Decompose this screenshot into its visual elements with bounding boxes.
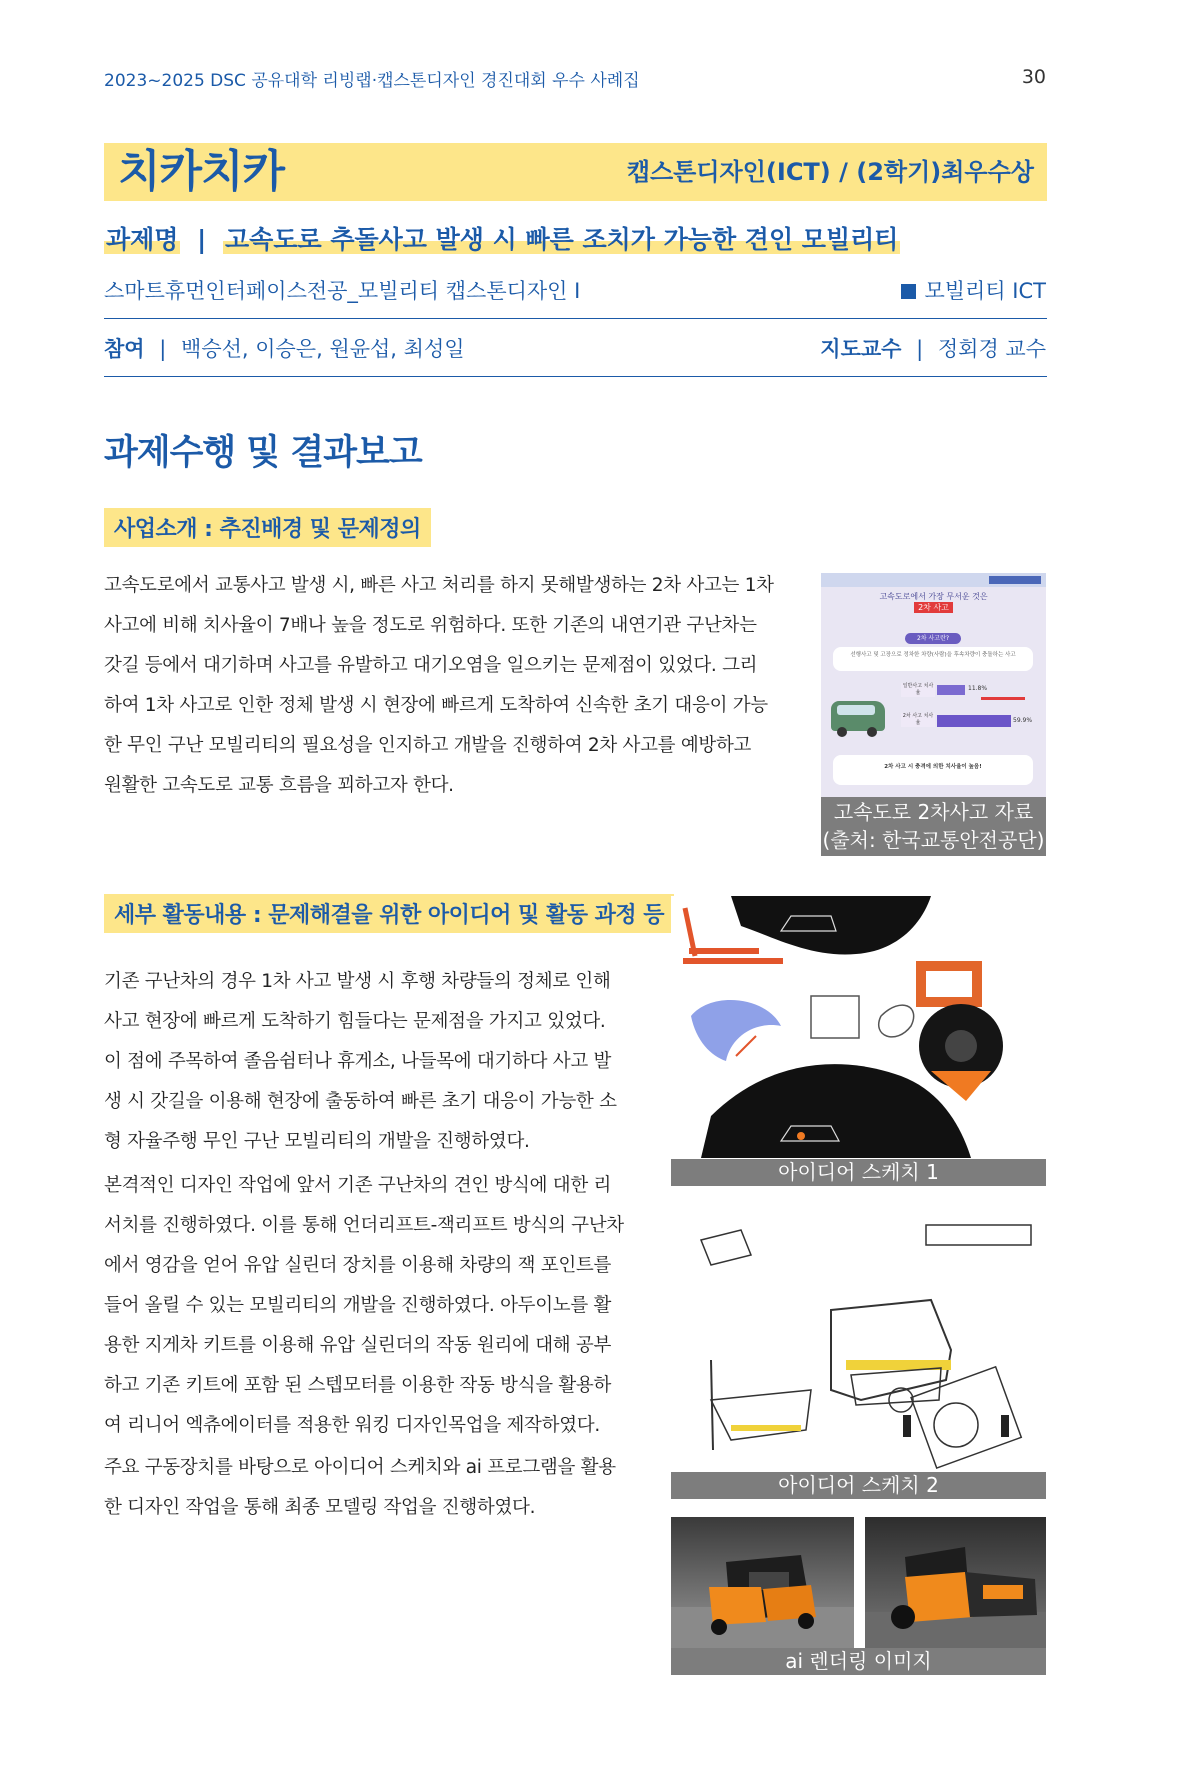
- caption-line-1: 고속도로 2차사고 자료: [833, 800, 1034, 824]
- page-number: 30: [1021, 66, 1046, 88]
- infographic-title: 고속도로에서 가장 무서운 것은 2차 사고: [879, 592, 988, 612]
- divider: [104, 318, 1047, 319]
- major-course: 스마트휴먼인터페이스전공_모빌리티 캡스톤디자인 I: [104, 279, 581, 303]
- accident-infographic: 고속도로에서 가장 무서운 것은 2차 사고 2차 사고란? 선행사고 및 고장으로 정차한 차량(사람)을 후속차량이 충돌하는 사고 일반사고 치사율 11.8% 2차 사고 치사율 59.9% 2차 사고 시 충격에 의한 치사율이 높음!: [821, 573, 1046, 797]
- divider: [104, 376, 1047, 377]
- category: [901, 275, 1046, 305]
- publication-title: 2023~2025 DSC 공유대학 리빙랩·캡스톤디자인 경진대회 우수 사례집: [104, 71, 640, 91]
- ai-render-image-2: [865, 1517, 1046, 1648]
- members-names: 백승선, 이승은, 원윤섭, 최성일: [181, 337, 465, 361]
- square-bullet-icon: [901, 284, 916, 299]
- separator: |: [197, 225, 207, 254]
- section-paragraph: 고속도로에서 교통사고 발생 시, 빠른 사고 처리를 하지 못해발생하는 2차 사고는 1차 사고에 비해 치사율이 7배나 높을 정도로 위험하다. 또한 기존의 내연기관 구난차는 갓길 등에서 대기하며 사고를 유발하고 대기오염을 일으키는 문제점이 있었다. 그리하여 1차 사고로 인한 정체 발생 시 현장에 빠르게 도착하여 신속한 초기 대응이 가능한 무인 구난 모빌리티의 필요성을 인지하고 개발을 진행하여 2차 사고를 예방하고 원활한 고속도로 교통 흐름을 꾀하고자 한다.: [104, 575, 774, 796]
- task-title-row: [104, 220, 900, 260]
- infographic-caption: [821, 797, 1046, 856]
- advisor-label: 지도교수: [820, 337, 902, 361]
- advisor-row: [820, 333, 1046, 363]
- section-heading-background: 사업소개 : 추진배경 및 문제정의: [104, 508, 431, 547]
- ai-render-caption: ai 렌더링 이미지: [671, 1648, 1046, 1675]
- separator: |: [159, 337, 167, 361]
- section-paragraph: 기존 구난차의 경우 1차 사고 발생 시 후행 차량들의 정체로 인해 사고 현장에 빠르게 도착하기 힘들다는 문제점을 가지고 있었다. 이 점에 주목하여 졸음쉼터나 휴게소, 나들목에 대기하다 사고 발생 시 갓길을 이용해 현장에 출동하여 빠른 초기 대응이 가능한 소형 자율주행 무인 구난 모빌리티의 개발을 진행하였다.: [104, 971, 617, 1152]
- sketch-2-caption: 아이디어 스케치 2: [671, 1472, 1046, 1499]
- task-label: 과제명: [106, 225, 179, 254]
- bar-secondary: [937, 715, 1011, 727]
- idea-sketch-2: [671, 1200, 1046, 1472]
- advisor-name: 정회경 교수: [937, 337, 1046, 361]
- separator: |: [916, 337, 924, 361]
- infographic-note: 2차 사고 시 충격에 의한 치사율이 높음!: [833, 755, 1033, 785]
- section-heading-background: 세부 활동내용 : 문제해결을 위한 아이디어 및 활동 과정 등: [104, 894, 674, 933]
- team-name: 치카치카: [118, 146, 285, 197]
- definition: 선행사고 및 고장으로 정차한 차량(사람)을 후속차량이 충돌하는 사고: [833, 647, 1033, 671]
- ai-render-image-1: [671, 1517, 854, 1648]
- section-paragraph: 본격적인 디자인 작업에 앞서 기존 구난차의 견인 방식에 대한 리서치를 진행하였다. 이를 통해 언더리프트-잭리프트 방식의 구난차에서 영감을 얻어 유압 실린더 장치를 이용해 차량의 잭 포인트를 들어 올릴 수 있는 모빌리티의 개발을 진행하였다. 아두이노를 활용한 지게차 키트를 이용해 유압 실린더의 작동 원리에 대해 공부하고 기존 키트에 포함 된 스텝모터를 이용한 작동 방식을 활용하여 리니어 엑츄에이터를 적용한 워킹 디자인목업을 제작하였다.: [104, 1175, 624, 1436]
- category-label: 모빌리티 ICT: [924, 279, 1046, 303]
- members-label: 참여: [104, 337, 145, 361]
- task-title: 고속도로 추돌사고 발생 시 빠른 조치가 가능한 견인 모빌리티: [225, 225, 899, 254]
- members-row: [104, 333, 465, 363]
- bar-general: [937, 685, 965, 695]
- idea-sketch-1: [671, 896, 1046, 1158]
- section-paragraph: 주요 구동장치를 바탕으로 아이디어 스케치와 ai 프로그램을 활용한 디자인 작업을 통해 최종 모델링 작업을 진행하였다.: [104, 1457, 616, 1518]
- sketch-1-caption: 아이디어 스케치 1: [671, 1159, 1046, 1186]
- caption-line-2: (출처: 한국교통안전공단): [822, 828, 1045, 852]
- badge: 2차 사고란?: [905, 633, 961, 644]
- award-label: 캡스톤디자인(ICT) / (2학기)최우수상: [626, 158, 1034, 186]
- section-title: 과제수행 및 결과보고: [104, 433, 422, 473]
